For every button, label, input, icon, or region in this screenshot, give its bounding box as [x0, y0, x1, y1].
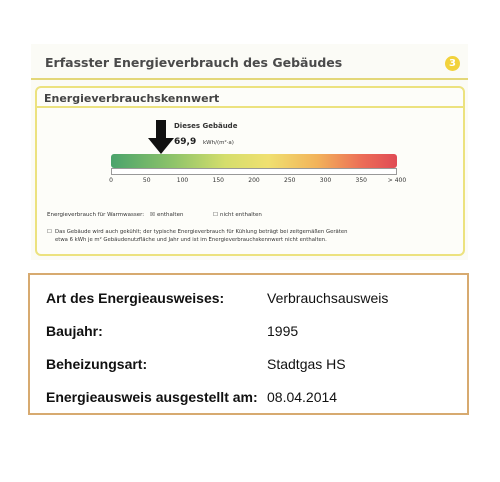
warmwater-label: Energieverbrauch für Warmwasser: — [47, 212, 145, 218]
consumption-indicator-box — [35, 86, 465, 256]
scale-tick-label: 50 — [142, 177, 151, 184]
fact-value: Stadtgas HS — [267, 356, 346, 372]
section-number-badge: 3 — [445, 56, 460, 71]
warmwater-row — [47, 212, 457, 222]
consumption-indicator-title: Energieverbrauchskennwert — [44, 92, 220, 105]
scale-tick-label: 250 — [284, 177, 296, 184]
included-checkbox-checked: ☒ — [150, 212, 155, 218]
efficiency-color-scale — [111, 154, 397, 168]
consumption-indicator-header — [37, 88, 463, 108]
fact-value: 1995 — [267, 323, 299, 339]
scale-tick-label: 100 — [176, 177, 189, 184]
fact-label: Art des Energieausweises: — [46, 290, 225, 306]
certificate-header — [31, 44, 468, 80]
fact-value: 08.04.2014 — [267, 389, 338, 405]
down-arrow-marker-icon — [148, 120, 174, 154]
fact-label: Energieausweis ausgestellt am: — [46, 389, 258, 405]
scale-tick-label: 200 — [248, 177, 260, 184]
cooling-note-line-1: Das Gebäude wird auch gekühlt; der typische Energieverbrauch für Kühlung beträgt bei zeitgemäßen Geräten — [55, 229, 348, 235]
cooling-note-checkbox: ☐ — [47, 229, 52, 235]
not-included-option-label: nicht enthalten — [220, 212, 262, 218]
fact-row-heating-type — [30, 356, 467, 376]
this-building-unit: kWh/(m²·a) — [203, 140, 234, 146]
fact-row-issue-date — [30, 389, 467, 409]
scale-tick-label: > 400 — [387, 177, 407, 184]
scale-tick-label: 0 — [109, 177, 113, 184]
key-facts-panel — [28, 273, 469, 415]
not-included-checkbox: ☐ — [213, 212, 218, 218]
included-option-label: enthalten — [157, 212, 184, 218]
fact-row-construction-year — [30, 323, 467, 343]
scale-tick-label: 150 — [212, 177, 224, 184]
cooling-note-line-2: etwa 6 kWh je m² Gebäudenutzfläche und Jahr und ist im Energieverbrauchskennwert nicht enthalten. — [55, 237, 327, 243]
this-building-value: 69,9 — [174, 137, 197, 147]
this-building-label: Dieses Gebäude — [174, 122, 238, 130]
fact-row-certificate-type — [30, 290, 467, 310]
scale-tick-label: 350 — [355, 177, 367, 184]
certificate-header-title: Erfasster Energieverbrauch des Gebäudes — [45, 55, 343, 70]
efficiency-scale-track — [111, 168, 397, 175]
fact-value: Verbrauchsausweis — [267, 290, 389, 306]
fact-label: Baujahr: — [46, 323, 103, 339]
scale-tick-label: 300 — [319, 177, 332, 184]
fact-label: Beheizungsart: — [46, 356, 148, 372]
energy-certificate-excerpt — [31, 44, 468, 260]
